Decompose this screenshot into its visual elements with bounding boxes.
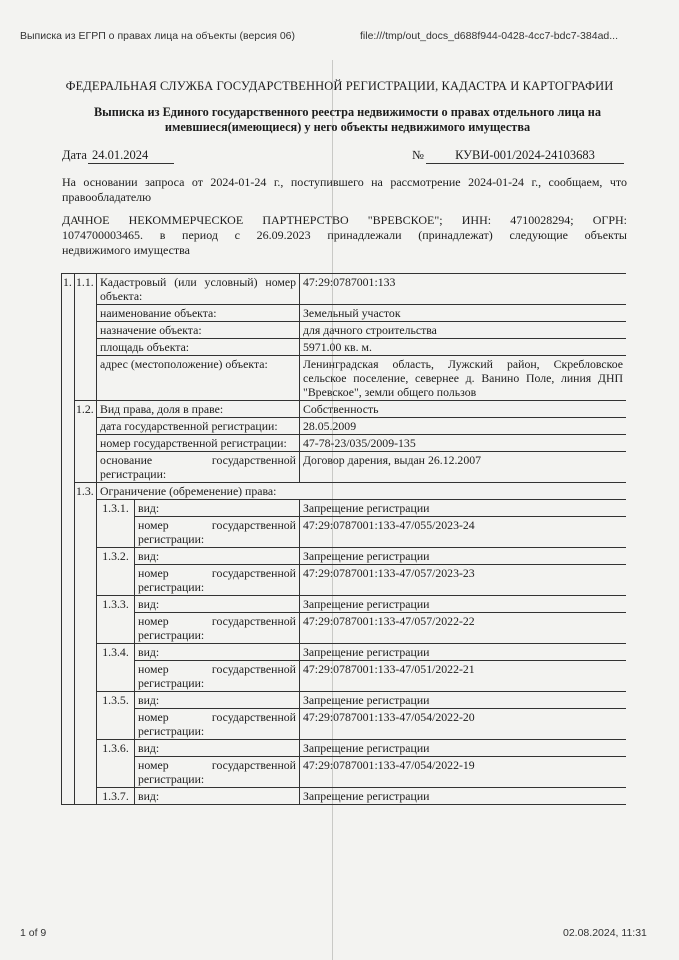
restriction-type-value: Запрещение регистрации — [300, 692, 627, 709]
owner-paragraph — [62, 213, 627, 258]
date-label: Дата — [62, 148, 87, 162]
table-row — [62, 356, 627, 401]
table-row — [62, 305, 627, 322]
print-header-url: file:///tmp/out_docs_d688f944-0428-4cc7-bdc7-384ad... — [360, 30, 619, 42]
owner-line-1: ДАЧНОЕ НЕКОММЕРЧЕСКОЕ ПАРТНЕРСТВО "ВРЕВСКОЕ"; ИНН: 4710028294; ОГРН: — [62, 213, 627, 227]
restriction-reg-label: номер государственной регистрации: — [135, 565, 300, 596]
request-basis-text: На основании запроса от 2024-01-24 г., поступившего на рассмотрение 2024-01-24 г., сообщаем, что правообладателю — [62, 175, 627, 204]
section-number-cell: 1.2. — [75, 401, 97, 483]
restriction-type-value: Запрещение регистрации — [300, 788, 627, 805]
restriction-type-value: Запрещение регистрации — [300, 596, 627, 613]
right-field-label: дата государственной регистрации: — [97, 418, 300, 435]
object-field-label: назначение объекта: — [97, 322, 300, 339]
restriction-reg-value: 47:29:0787001:133-47/055/2023-24 — [300, 517, 627, 548]
table-row — [62, 565, 627, 596]
document-title-line-1: Выписка из Единого государственного реестра недвижимости о правах отдельного лица на — [93, 105, 602, 119]
right-field-value: 47-78-23/035/2009-135 — [300, 435, 627, 452]
right-field-value: Договор дарения, выдан 26.12.2007 — [300, 452, 627, 483]
section-number-cell: 1.3. — [75, 483, 97, 805]
restriction-type-label: вид: — [135, 644, 300, 661]
page-counter: 1 of 9 — [20, 927, 47, 939]
table-row — [62, 661, 627, 692]
restriction-type-label: вид: — [135, 548, 300, 565]
restriction-reg-label: номер государственной регистрации: — [135, 517, 300, 548]
document-title-line-2: имевшиеся(имеющиеся) у него объекты недвижимого имущества — [164, 120, 531, 134]
date-value: 24.01.2024 — [88, 148, 174, 164]
restriction-reg-value: 47:29:0787001:133-47/054/2022-20 — [300, 709, 627, 740]
table-row — [62, 274, 627, 305]
restriction-reg-label: номер государственной регистрации: — [135, 613, 300, 644]
owner-line-2: 1074700003465. в период с 26.09.2023 принадлежали (принадлежат) следующие объекты — [62, 228, 627, 242]
table-row — [62, 709, 627, 740]
restriction-type-label: вид: — [135, 500, 300, 517]
object-field-label: площадь объекта: — [97, 339, 300, 356]
table-row — [62, 483, 627, 500]
restriction-reg-label: номер государственной регистрации: — [135, 709, 300, 740]
restriction-type-value: Запрещение регистрации — [300, 740, 627, 757]
restriction-number-cell: 1.3.6. — [97, 740, 135, 788]
restriction-reg-value: 47:29:0787001:133-47/051/2022-21 — [300, 661, 627, 692]
object-field-value: Ленинградская область, Лужский район, Скребловское сельское поселение, севернее д. Ванино Поле, линия ДНП "Вревское", земли общего пользов — [300, 356, 627, 401]
restriction-reg-value: 47:29:0787001:133-47/057/2022-22 — [300, 613, 627, 644]
document-title — [70, 105, 625, 135]
object-field-value: для дачного строительства — [300, 322, 627, 339]
restriction-number-cell: 1.3.2. — [97, 548, 135, 596]
restriction-reg-value: 47:29:0787001:133-47/054/2022-19 — [300, 757, 627, 788]
right-field-value: 28.05.2009 — [300, 418, 627, 435]
table-row — [62, 757, 627, 788]
restriction-type-label: вид: — [135, 788, 300, 805]
restriction-type-label: вид: — [135, 596, 300, 613]
table-row — [62, 613, 627, 644]
table-row — [62, 418, 627, 435]
table-row — [62, 692, 627, 709]
restriction-reg-label: номер государственной регистрации: — [135, 757, 300, 788]
table-row — [62, 740, 627, 757]
restriction-header: Ограничение (обременение) права: — [97, 483, 627, 500]
table-row — [62, 548, 627, 565]
table-row — [62, 435, 627, 452]
object-field-label: наименование объекта: — [97, 305, 300, 322]
restriction-reg-label: номер государственной регистрации: — [135, 661, 300, 692]
restriction-number-cell: 1.3.5. — [97, 692, 135, 740]
print-datetime: 02.08.2024, 11:31 — [563, 927, 647, 939]
table-row — [62, 339, 627, 356]
restriction-number-cell: 1.3.3. — [97, 596, 135, 644]
table-row — [62, 322, 627, 339]
table-row — [62, 596, 627, 613]
item-number-cell: 1. — [62, 274, 75, 805]
restriction-type-label: вид: — [135, 740, 300, 757]
restriction-type-value: Запрещение регистрации — [300, 548, 627, 565]
rights-table-container — [61, 273, 626, 889]
table-row — [62, 500, 627, 517]
agency-name: ФЕДЕРАЛЬНАЯ СЛУЖБА ГОСУДАРСТВЕННОЙ РЕГИСТРАЦИИ, КАДАСТРА И КАРТОГРАФИИ — [65, 79, 614, 93]
object-field-value: Земельный участок — [300, 305, 627, 322]
number-label: № — [412, 148, 424, 162]
owner-line-3: недвижимого имущества — [62, 243, 190, 257]
right-field-label: основание государственной регистрации: — [97, 452, 300, 483]
right-field-value: Собственность — [300, 401, 627, 418]
restriction-number-cell: 1.3.7. — [97, 788, 135, 805]
restriction-number-cell: 1.3.1. — [97, 500, 135, 548]
restriction-type-value: Запрещение регистрации — [300, 500, 627, 517]
restriction-number-cell: 1.3.4. — [97, 644, 135, 692]
table-row — [62, 401, 627, 418]
object-field-label: адрес (местоположение) объекта: — [97, 356, 300, 401]
number-value: КУВИ-001/2024-24103683 — [426, 148, 624, 164]
right-field-label: Вид права, доля в праве: — [97, 401, 300, 418]
object-field-value: 47:29:0787001:133 — [300, 274, 627, 305]
table-row — [62, 788, 627, 805]
object-field-label: Кадастровый (или условный) номер объекта: — [97, 274, 300, 305]
object-field-value: 5971.00 кв. м. — [300, 339, 627, 356]
restriction-type-value: Запрещение регистрации — [300, 644, 627, 661]
restriction-type-label: вид: — [135, 692, 300, 709]
restriction-reg-value: 47:29:0787001:133-47/057/2023-23 — [300, 565, 627, 596]
right-field-label: номер государственной регистрации: — [97, 435, 300, 452]
table-row — [62, 517, 627, 548]
print-header-title: Выписка из ЕГРП о правах лица на объекты (версия 06) — [20, 30, 296, 42]
rights-table — [61, 273, 626, 805]
table-row — [62, 452, 627, 483]
table-row — [62, 644, 627, 661]
section-number-cell: 1.1. — [75, 274, 97, 401]
